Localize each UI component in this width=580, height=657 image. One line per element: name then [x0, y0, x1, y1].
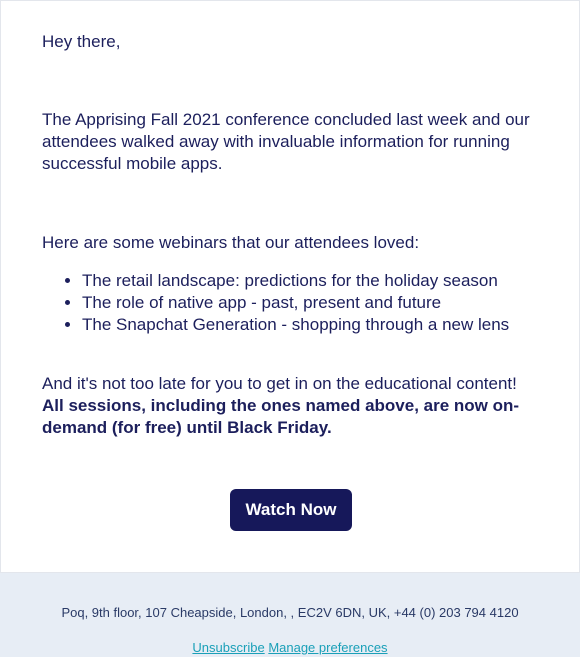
greeting-text: Hey there, — [42, 32, 121, 51]
company-address: Poq, 9th floor, 107 Cheapside, London, , EC2V 6DN, UK, +44 (0) 203 794 4120 — [61, 605, 519, 620]
unsubscribe-link[interactable]: Unsubscribe — [192, 640, 265, 655]
webinars-intro-text: Here are some webinars that our attendees loved: — [42, 233, 420, 252]
email-footer — [0, 573, 580, 657]
list-item: • The retail landscape: predictions for the holiday season — [82, 270, 542, 292]
list-item: • The Snapchat Generation - shopping through a new lens — [82, 314, 542, 336]
cta-paragraph — [42, 373, 542, 439]
cta-text-plain: And it's not too late for you to get in on the educational content! — [42, 374, 517, 393]
watch-now-button[interactable]: Watch Now — [230, 489, 352, 531]
cta-text-bold: All sessions, including the ones named above, are now on-demand (for free) until Black Friday. — [42, 396, 520, 437]
webinar-list — [42, 270, 542, 336]
manage-preferences-link[interactable]: Manage preferences — [268, 640, 388, 655]
intro-paragraph: The Apprising Fall 2021 conference concluded last week and our attendees walked away with invaluable information for running successful mobile apps. — [42, 110, 530, 173]
list-item: • The role of native app - past, present and future — [82, 292, 542, 314]
footer-links — [0, 640, 580, 656]
